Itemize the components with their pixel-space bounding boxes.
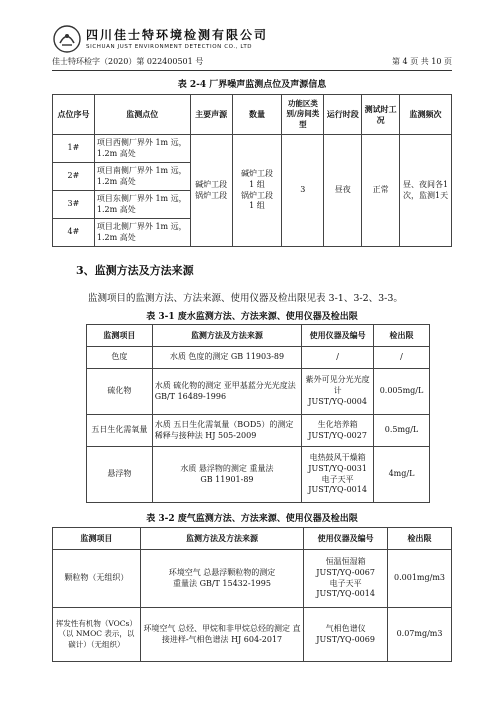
report-meta-row xyxy=(52,56,452,71)
item: 五日生化需氧量 xyxy=(87,415,153,447)
table-row xyxy=(53,135,452,163)
instrument: 电热鼓风干燥箱 JUST/YQ-0031 电子天平 JUST/YQ-0014 xyxy=(302,447,374,503)
operating-condition: 正常 xyxy=(362,135,400,247)
instrument: 生化培养箱 JUST/YQ-0027 xyxy=(302,415,374,447)
method: 水质 五日生化需氧量（BOD5）的测定 稀释与接种法 HJ 505-2009 xyxy=(152,415,301,447)
header-period: 运行时段 xyxy=(324,95,362,135)
table-row xyxy=(87,447,430,503)
report-number: 佳士特环检字（2020）第 022400501 号 xyxy=(52,57,204,66)
source-quantity: 碱炉工段 1 组 锅炉工段 1 组 xyxy=(232,135,282,247)
main-source: 碱炉工段 锅炉工段 xyxy=(190,135,232,247)
point-location: 项目北侧厂界外 1m 远，1.2m 高处 xyxy=(94,219,190,247)
operating-period: 昼夜 xyxy=(324,135,362,247)
limit: 0.07mg/m3 xyxy=(388,608,452,662)
limit: / xyxy=(374,347,430,369)
method: 水质 悬浮物的测定 重量法 GB 11901-89 xyxy=(152,447,301,503)
header-instrument: 使用仪器及编号 xyxy=(304,528,388,550)
limit: 0.005mg/L xyxy=(374,369,430,415)
header-method: 监测方法及方法来源 xyxy=(152,325,301,347)
instrument: 恒温恒湿箱 JUST/YQ-0067 电子天平 JUST/YQ-0014 xyxy=(304,550,388,608)
header-limit: 检出限 xyxy=(388,528,452,550)
point-no: 1# xyxy=(53,135,95,163)
header-quantity: 数量 xyxy=(232,95,282,135)
header-item: 监测项目 xyxy=(87,325,153,347)
point-location: 项目东侧厂界外 1m 远，1.2m 高处 xyxy=(94,191,190,219)
section-3-heading: 3、监测方法及方法来源 xyxy=(76,264,194,277)
table-3-2-caption: 表 3-2 废气监测方法、方法来源、使用仪器及检出限 xyxy=(146,514,358,524)
header-method: 监测方法及方法来源 xyxy=(140,528,303,550)
table-row xyxy=(53,550,452,608)
header-limit: 检出限 xyxy=(374,325,430,347)
header-condition: 测试时工况 xyxy=(362,95,400,135)
table-row xyxy=(53,608,452,662)
limit: 0.5mg/L xyxy=(374,415,430,447)
instrument: 紫外可见分光光度计 JUST/YQ-0004 xyxy=(302,369,374,415)
company-logo-icon xyxy=(52,24,82,54)
exhaust-gas-methods-table xyxy=(52,527,452,662)
item: 色度 xyxy=(87,347,153,369)
section-3-paragraph: 监测项目的监测方法、方法来源、使用仪器及检出限见表 3-1、3-2、3-3。 xyxy=(88,293,403,304)
company-name-en: SICHUAN JUST ENVIRONMENT DETECTION CO., LTD xyxy=(86,44,253,50)
table-row xyxy=(87,347,430,369)
table-row xyxy=(87,415,430,447)
item: 颗粒物（无组织） xyxy=(53,550,141,608)
limit: 4mg/L xyxy=(374,447,430,503)
header-point-no: 点位序号 xyxy=(53,95,95,135)
table-2-4-caption: 表 2-4 厂界噪声监测点位及声源信息 xyxy=(177,80,327,90)
monitoring-frequency: 昼、夜间各1次，监测1天 xyxy=(400,135,452,247)
header-item: 监测项目 xyxy=(53,528,141,550)
method: 环境空气 总烃、甲烷和非甲烷总烃的测定 直接进样-气相色谱法 HJ 604-2017 xyxy=(140,608,303,662)
wastewater-methods-table xyxy=(86,324,430,503)
header-frequency: 监测频次 xyxy=(400,95,452,135)
instrument: 气相色谱仪 JUST/YQ-0069 xyxy=(304,608,388,662)
item: 挥发性有机物（VOCs）（以 NMOC 表示，以碳计）（无组织） xyxy=(53,608,141,662)
limit: 0.001mg/m3 xyxy=(388,550,452,608)
function-class: 3 xyxy=(282,135,324,247)
header-location: 监测点位 xyxy=(94,95,190,135)
item: 悬浮物 xyxy=(87,447,153,503)
header-instrument: 使用仪器及编号 xyxy=(302,325,374,347)
table-row xyxy=(87,369,430,415)
method: 水质 硫化物的测定 亚甲基蓝分光光度法 GB/T 16489-1996 xyxy=(152,369,301,415)
header-function-class: 功能区类别/房间类型 xyxy=(282,95,324,135)
letterhead xyxy=(52,22,452,58)
method: 环境空气 总悬浮颗粒物的测定 重量法 GB/T 15432-1995 xyxy=(140,550,303,608)
item: 硫化物 xyxy=(87,369,153,415)
instrument: / xyxy=(302,347,374,369)
point-no: 3# xyxy=(53,191,95,219)
company-name-cn: 四川佳士特环境检测有限公司 xyxy=(86,28,269,42)
method: 水质 色度的测定 GB 11903-89 xyxy=(152,347,301,369)
point-location: 项目西侧厂界外 1m 远，1.2m 高处 xyxy=(94,135,190,163)
point-no: 4# xyxy=(53,219,95,247)
noise-monitoring-table xyxy=(52,94,452,247)
point-location: 项目南侧厂界外 1m 远，1.2m 高处 xyxy=(94,163,190,191)
table-3-1-caption: 表 3-1 废水监测方法、方法来源、使用仪器及检出限 xyxy=(146,312,358,322)
point-no: 2# xyxy=(53,163,95,191)
header-source: 主要声源 xyxy=(190,95,232,135)
page-info: 第 4 页 共 10 页 xyxy=(392,57,452,66)
